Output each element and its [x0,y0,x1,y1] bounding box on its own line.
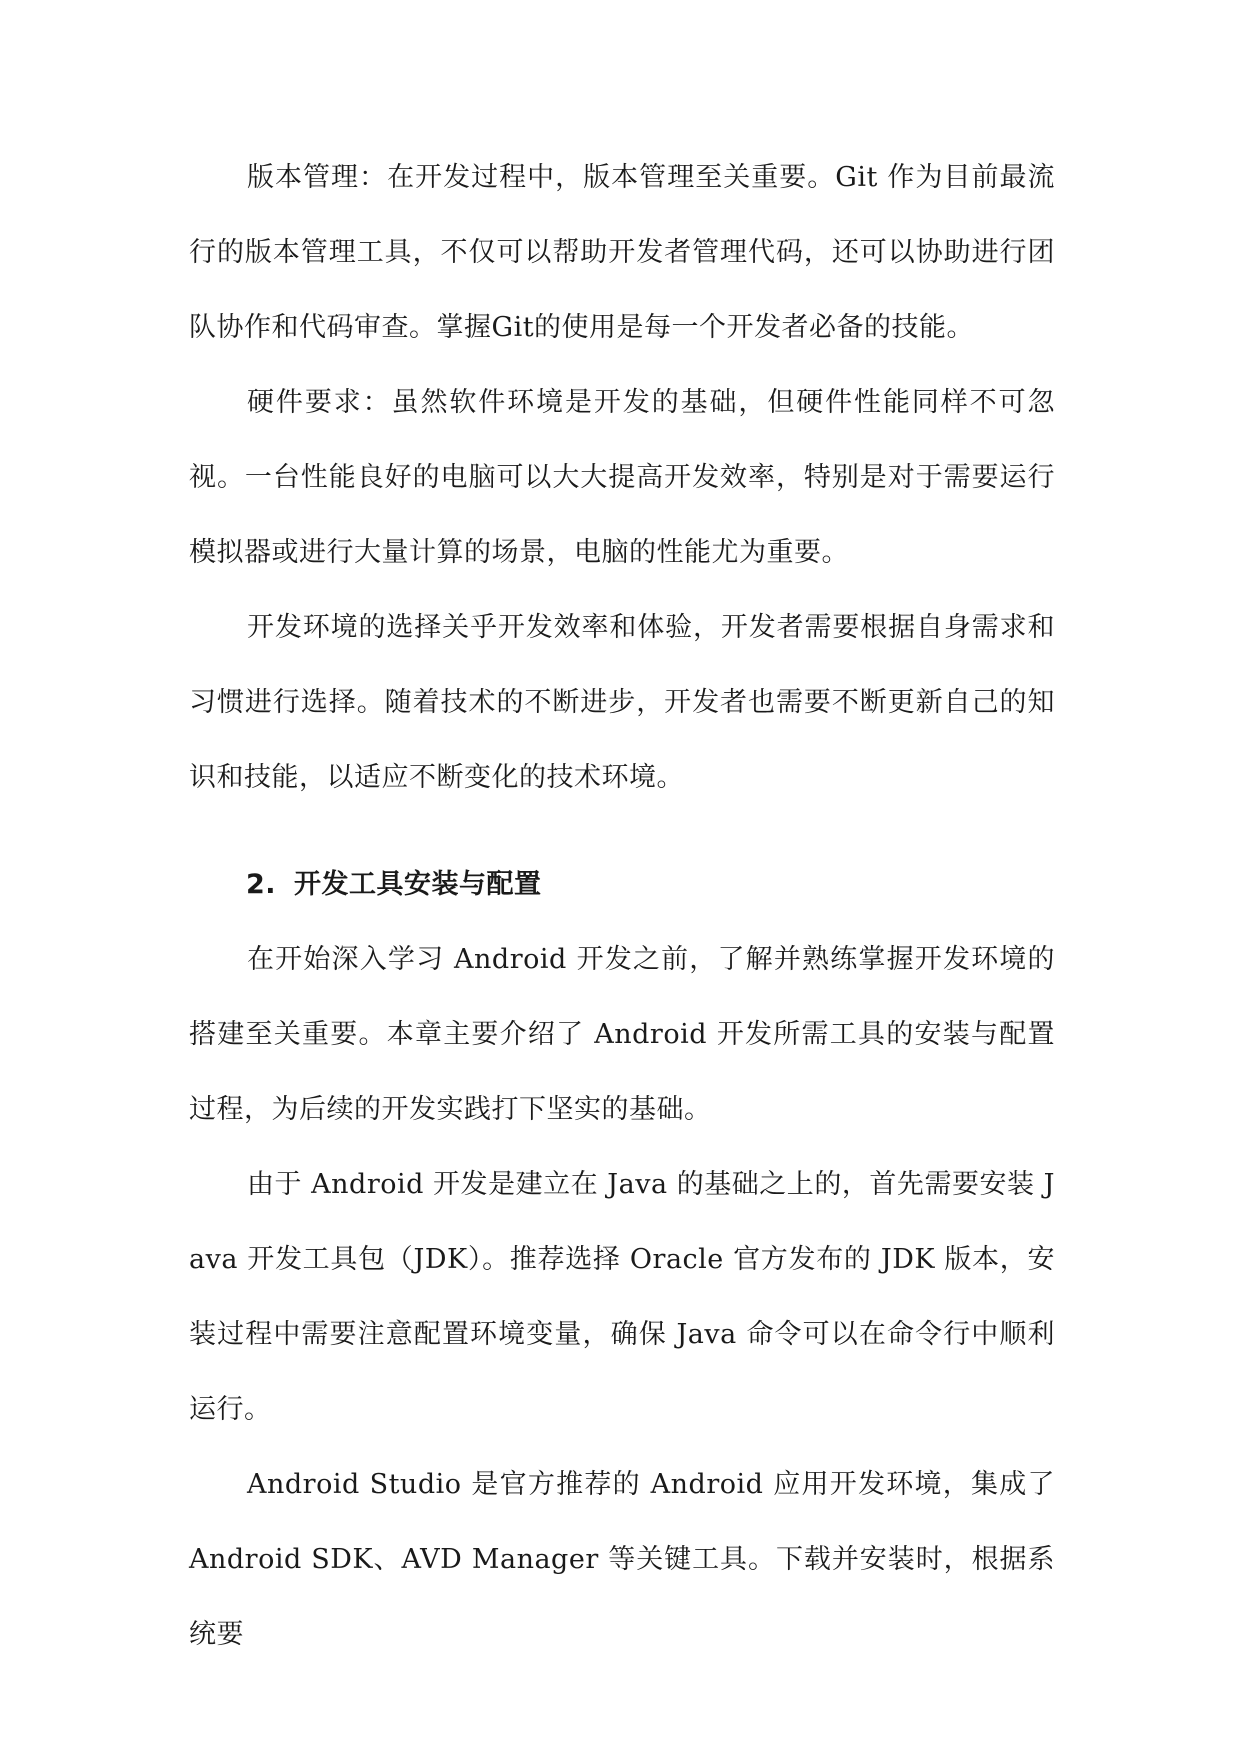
section-heading [189,847,1055,922]
section-number: 2. [246,869,277,900]
section-title: 开发工具安装与配置 [294,869,542,900]
paragraph-intro: 在开始深入学习 Android 开发之前，了解并熟练掌握开发环境的搭建至关重要。本章主要介绍了 Android 开发所需工具的安装与配置过程，为后续的开发实践打下坚实的基础。 [189,944,1055,1125]
paragraph-environment-choice: 开发环境的选择关乎开发效率和体验，开发者需要根据自身需求和习惯进行选择。随着技术的不断进步，开发者也需要不断更新自己的知识和技能，以适应不断变化的技术环境。 [189,612,1055,793]
paragraph-android-studio: Android Studio 是官方推荐的 Android 应用开发环境，集成了 Android SDK、AVD Manager 等关键工具。下载并安装时，根据系统要 [189,1469,1055,1650]
paragraph-jdk: 由于 Android 开发是建立在 Java 的基础之上的，首先需要安装 Java 开发工具包（JDK）。推荐选择 Oracle 官方发布的 JDK 版本，安装过程中需要注意配置环境变量，确保 Java 命令可以在命令行中顺利运行。 [189,1169,1055,1425]
paragraph-version-control: 版本管理：在开发过程中，版本管理至关重要。Git 作为目前最流行的版本管理工具，不仅可以帮助开发者管理代码，还可以协助进行团队协作和代码审查。掌握Git的使用是每一个开发者必备的技能。 [189,162,1055,343]
document-body [189,140,1055,1672]
paragraph-hardware-requirements: 硬件要求：虽然软件环境是开发的基础，但硬件性能同样不可忽视。一台性能良好的电脑可以大大提高开发效率，特别是对于需要运行模拟器或进行大量计算的场景，电脑的性能尤为重要。 [189,387,1055,568]
